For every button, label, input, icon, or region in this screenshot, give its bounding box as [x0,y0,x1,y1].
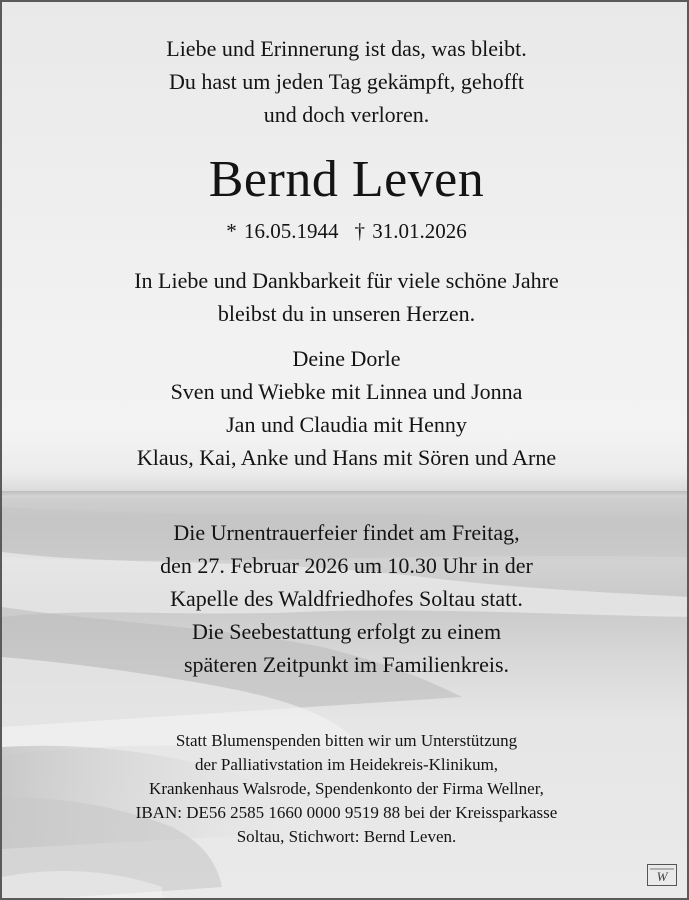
donation-line: der Palliativstation im Heidekreis-Klinikum, [194,755,499,774]
family-line: Deine Dorle [292,346,401,371]
life-dates [2,216,689,246]
publisher-logo-icon [647,864,677,886]
deceased-name: Bernd Leven [208,151,485,208]
donation-line: Statt Blumenspenden bitten wir um Unterstützung [175,731,518,750]
donation-line: Krankenhaus Walsrode, Spendenkonto der Firma Wellner, [149,779,544,798]
family-signatures [2,342,689,474]
family-line: Sven und Wiebke mit Linnea und Jonna [170,379,523,404]
ceremony-line: Die Seebestattung erfolgt zu einem [191,619,502,644]
dedication [2,264,689,330]
ceremony-info [2,516,689,681]
ceremony-line: den 27. Februar 2026 um 10.30 Uhr in der [160,553,533,578]
family-line: Klaus, Kai, Anke und Hans mit Sören und Arne [136,445,557,470]
family-line: Jan und Claudia mit Henny [226,412,467,437]
verse-line: Liebe und Erinnerung ist das, was bleibt. [166,36,527,61]
ceremony-line: späteren Zeitpunkt im Familienkreis. [183,652,510,677]
dedication-line: bleibst du in unseren Herzen. [217,301,476,326]
donation-request [2,729,689,849]
ceremony-line: Kapelle des Waldfriedhofes Soltau statt. [170,586,523,611]
memorial-verse [2,32,689,131]
verse-line: und doch verloren. [263,102,430,127]
death-date: † 31.01.2026 [354,219,467,243]
dedication-line: In Liebe und Dankbarkeit für viele schöne Jahre [134,268,559,293]
logo-text: W [656,869,668,884]
donation-line: Soltau, Stichwort: Bernd Leven. [236,827,457,846]
donation-line: IBAN: DE56 2585 1660 0000 9519 88 bei der Kreissparkasse [135,803,558,822]
birth-date: * 16.05.1944 [226,219,339,243]
ceremony-line: Die Urnentrauerfeier findet am Freitag, [173,520,520,545]
verse-line: Du hast um jeden Tag gekämpft, gehofft [168,69,525,94]
